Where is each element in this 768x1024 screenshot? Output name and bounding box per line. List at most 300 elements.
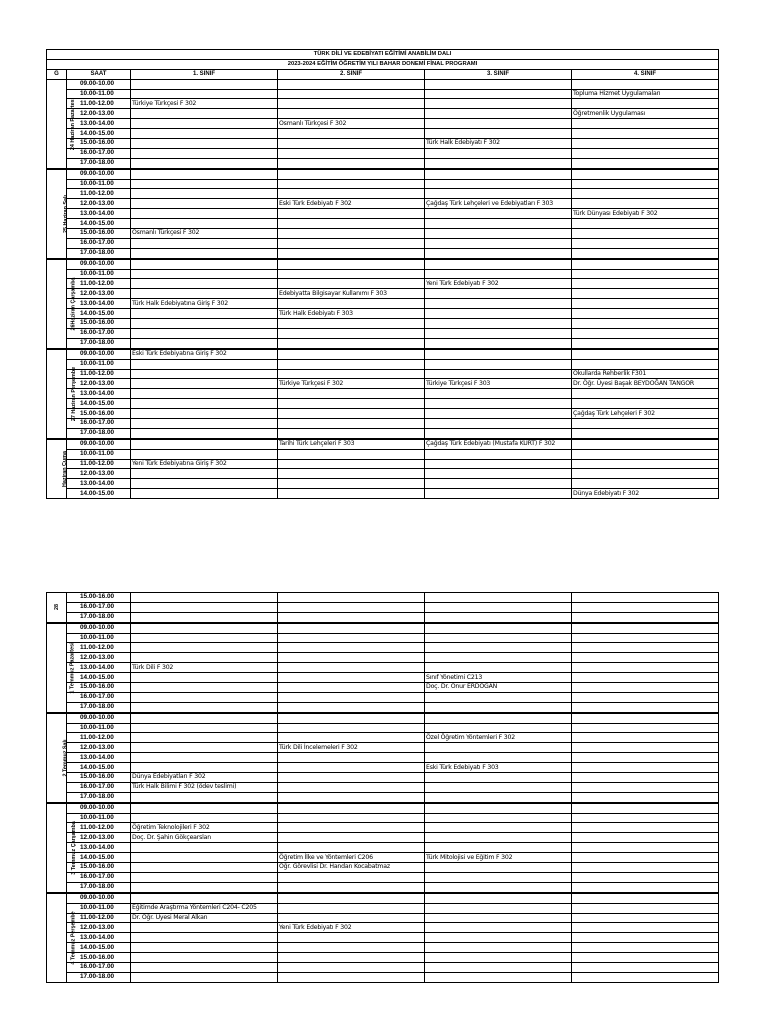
class-2-exam-cell xyxy=(278,623,425,633)
class-2-exam-cell xyxy=(278,328,425,338)
class-1-exam-cell xyxy=(131,673,278,683)
class-4-exam-cell xyxy=(572,139,719,149)
schedule-row xyxy=(47,409,719,419)
class-3-exam-cell: Özel Öğretim Yöntemleri F 302 xyxy=(425,733,572,743)
class-1-exam-cell xyxy=(131,238,278,248)
class-1-exam-cell xyxy=(131,129,278,139)
time-slot: 14.00-15.00 xyxy=(67,219,131,229)
time-slot: 16.00-17.00 xyxy=(67,872,131,882)
class-1-exam-cell xyxy=(131,489,278,499)
class-4-exam-cell xyxy=(572,792,719,802)
time-slot: 12.00-13.00 xyxy=(67,109,131,119)
class-1-exam-cell xyxy=(131,369,278,379)
class-3-exam-cell xyxy=(425,359,572,369)
class-4-exam-cell xyxy=(572,469,719,479)
time-slot: 10.00-11.00 xyxy=(67,903,131,913)
column-header-saat: SAAT xyxy=(67,69,131,79)
class-2-exam-cell xyxy=(278,803,425,813)
time-slot: 13.00-14.00 xyxy=(67,299,131,309)
class-2-exam-cell xyxy=(278,702,425,712)
class-3-exam-cell xyxy=(425,248,572,258)
class-1-exam-cell xyxy=(131,139,278,149)
time-slot: 14.00-15.00 xyxy=(67,309,131,319)
schedule-row xyxy=(47,763,719,773)
class-2-exam-cell xyxy=(278,933,425,943)
time-slot: 11.00-12.00 xyxy=(67,823,131,833)
class-4-exam-cell xyxy=(572,823,719,833)
class-3-exam-cell xyxy=(425,189,572,199)
class-2-exam-cell xyxy=(278,612,425,622)
class-3-exam-cell xyxy=(425,643,572,653)
class-2-exam-cell xyxy=(278,279,425,289)
time-slot: 10.00-11.00 xyxy=(67,723,131,733)
class-2-exam-cell: Edebiyatta Bilgisayar Kullanımı F 303 xyxy=(278,289,425,299)
class-1-exam-cell xyxy=(131,379,278,389)
class-3-exam-cell: Yeni Türk Edebiyatı F 302 xyxy=(425,279,572,289)
class-1-exam-cell xyxy=(131,199,278,209)
schedule-row xyxy=(47,289,719,299)
class-2-exam-cell xyxy=(278,409,425,419)
day-label: 26Haziran Çarşamba xyxy=(47,259,67,349)
schedule-row xyxy=(47,972,719,982)
day-label: 4 Temmuz Perşembe xyxy=(47,893,67,983)
class-2-exam-cell xyxy=(278,338,425,348)
class-3-exam-cell: Eski Türk Edebiyatı F 303 xyxy=(425,763,572,773)
time-slot: 15.00-16.00 xyxy=(67,593,131,603)
time-slot: 16.00-17.00 xyxy=(67,238,131,248)
time-slot: 16.00-17.00 xyxy=(67,328,131,338)
class-4-exam-cell: Topluma Hizmet Uygulamaları xyxy=(572,89,719,99)
class-4-exam-cell xyxy=(572,733,719,743)
class-4-exam-cell xyxy=(572,813,719,823)
class-3-exam-cell xyxy=(425,489,572,499)
class-3-exam-cell xyxy=(425,893,572,903)
class-2-exam-cell xyxy=(278,469,425,479)
schedule-row xyxy=(47,179,719,189)
class-3-exam-cell xyxy=(425,692,572,702)
class-1-exam-cell xyxy=(131,803,278,813)
class-2-exam-cell xyxy=(278,479,425,489)
schedule-row xyxy=(47,389,719,399)
time-slot: 17.00-18.00 xyxy=(67,612,131,622)
time-slot: 12.00-13.00 xyxy=(67,289,131,299)
class-1-exam-cell xyxy=(131,428,278,438)
time-slot: 12.00-13.00 xyxy=(67,653,131,663)
class-1-exam-cell: Dr. Öğr. Üyesi Meral Alkan xyxy=(131,913,278,923)
class-3-exam-cell xyxy=(425,602,572,612)
class-4-exam-cell xyxy=(572,903,719,913)
time-slot: 09.00-10.00 xyxy=(67,713,131,723)
class-2-exam-cell xyxy=(278,882,425,892)
schedule-row xyxy=(47,683,719,693)
class-2-exam-cell xyxy=(278,823,425,833)
class-3-exam-cell xyxy=(425,653,572,663)
class-2-exam-cell xyxy=(278,673,425,683)
time-slot: 14.00-15.00 xyxy=(67,129,131,139)
time-slot: 11.00-12.00 xyxy=(67,913,131,923)
class-1-exam-cell xyxy=(131,882,278,892)
class-1-exam-cell xyxy=(131,813,278,823)
schedule-row xyxy=(47,319,719,329)
time-slot: 15.00-16.00 xyxy=(67,863,131,873)
class-3-exam-cell xyxy=(425,813,572,823)
class-1-exam-cell xyxy=(131,933,278,943)
time-slot: 15.00-16.00 xyxy=(67,319,131,329)
day-label: 2 Temmuz Salı xyxy=(47,713,67,803)
class-3-exam-cell xyxy=(425,99,572,109)
schedule-title: TÜRK DİLİ VE EDEBİYATI EĞİTİMİ ANABİLİM DALI xyxy=(47,50,719,60)
class-3-exam-cell xyxy=(425,702,572,712)
class-2-exam-cell xyxy=(278,109,425,119)
class-3-exam-cell xyxy=(425,623,572,633)
class-2-exam-cell xyxy=(278,943,425,953)
time-slot: 17.00-18.00 xyxy=(67,882,131,892)
time-slot: 09.00-10.00 xyxy=(67,349,131,359)
class-3-exam-cell xyxy=(425,79,572,89)
class-1-exam-cell xyxy=(131,338,278,348)
schedule-row xyxy=(47,189,719,199)
schedule-row xyxy=(47,209,719,219)
class-4-exam-cell xyxy=(572,179,719,189)
class-4-exam-cell xyxy=(572,953,719,963)
day-label: 28 xyxy=(47,593,67,623)
class-3-exam-cell xyxy=(425,259,572,269)
schedule-row xyxy=(47,479,719,489)
time-slot: 15.00-16.00 xyxy=(67,773,131,783)
class-2-exam-cell xyxy=(278,643,425,653)
time-slot: 14.00-15.00 xyxy=(67,943,131,953)
class-4-exam-cell xyxy=(572,803,719,813)
class-3-exam-cell: Türkiye Türkçesi F 303 xyxy=(425,379,572,389)
class-4-exam-cell xyxy=(572,753,719,763)
time-slot: 17.00-18.00 xyxy=(67,158,131,168)
class-3-exam-cell xyxy=(425,823,572,833)
class-3-exam-cell xyxy=(425,449,572,459)
class-1-exam-cell xyxy=(131,643,278,653)
class-3-exam-cell xyxy=(425,349,572,359)
time-slot: 17.00-18.00 xyxy=(67,248,131,258)
class-3-exam-cell: Türk Halk Edebiyatı F 302 xyxy=(425,139,572,149)
time-slot: 16.00-17.00 xyxy=(67,962,131,972)
time-slot: 10.00-11.00 xyxy=(67,813,131,823)
class-4-exam-cell xyxy=(572,683,719,693)
class-4-exam-cell xyxy=(572,349,719,359)
schedule-row xyxy=(47,169,719,179)
class-4-exam-cell xyxy=(572,972,719,982)
schedule-row xyxy=(47,893,719,903)
class-1-exam-cell: Türk Halk Bilimi F 302 (ödev teslimi) xyxy=(131,782,278,792)
schedule-row xyxy=(47,338,719,348)
class-4-exam-cell xyxy=(572,289,719,299)
class-3-exam-cell xyxy=(425,903,572,913)
class-4-exam-cell: Dünya Edebiyatı F 302 xyxy=(572,489,719,499)
class-2-exam-cell xyxy=(278,299,425,309)
class-3-exam-cell xyxy=(425,723,572,733)
time-slot: 11.00-12.00 xyxy=(67,733,131,743)
time-slot: 11.00-12.00 xyxy=(67,279,131,289)
schedule-row xyxy=(47,882,719,892)
class-1-exam-cell xyxy=(131,109,278,119)
class-2-exam-cell xyxy=(278,903,425,913)
class-4-exam-cell xyxy=(572,238,719,248)
class-4-exam-cell xyxy=(572,833,719,843)
class-1-exam-cell xyxy=(131,723,278,733)
exam-schedule-table-page2 xyxy=(46,592,719,983)
time-slot: 16.00-17.00 xyxy=(67,148,131,158)
class-2-exam-cell: Türk Halk Edebiyatı F 303 xyxy=(278,309,425,319)
class-1-exam-cell xyxy=(131,158,278,168)
schedule-row xyxy=(47,99,719,109)
time-slot: 12.00-13.00 xyxy=(67,379,131,389)
time-slot: 09.00-10.00 xyxy=(67,79,131,89)
time-slot: 13.00-14.00 xyxy=(67,933,131,943)
class-1-exam-cell xyxy=(131,653,278,663)
class-3-exam-cell xyxy=(425,743,572,753)
schedule-row xyxy=(47,702,719,712)
schedule-row xyxy=(47,623,719,633)
class-1-exam-cell xyxy=(131,623,278,633)
class-4-exam-cell xyxy=(572,843,719,853)
time-slot: 13.00-14.00 xyxy=(67,389,131,399)
class-3-exam-cell: Sınıf Yönetimi C213 xyxy=(425,673,572,683)
class-4-exam-cell xyxy=(572,913,719,923)
class-2-exam-cell xyxy=(278,843,425,853)
column-header-class-4: 4. SINIF xyxy=(572,69,719,79)
class-2-exam-cell xyxy=(278,893,425,903)
class-1-exam-cell xyxy=(131,792,278,802)
schedule-row xyxy=(47,833,719,843)
class-3-exam-cell xyxy=(425,612,572,622)
class-4-exam-cell xyxy=(572,248,719,258)
schedule-subtitle: 2023-2024 EĞİTİM ÖĞRETİM YILI BAHAR DONEMİ FİNAL PROGRAMI xyxy=(47,59,719,69)
class-3-exam-cell xyxy=(425,309,572,319)
time-slot: 11.00-12.00 xyxy=(67,99,131,109)
class-1-exam-cell xyxy=(131,702,278,712)
time-slot: 14.00-15.00 xyxy=(67,399,131,409)
schedule-row xyxy=(47,309,719,319)
class-2-exam-cell xyxy=(278,833,425,843)
time-slot: 13.00-14.00 xyxy=(67,753,131,763)
schedule-row xyxy=(47,439,719,449)
time-slot: 13.00-14.00 xyxy=(67,119,131,129)
class-4-exam-cell xyxy=(572,882,719,892)
class-4-exam-cell xyxy=(572,389,719,399)
class-1-exam-cell xyxy=(131,269,278,279)
class-2-exam-cell xyxy=(278,418,425,428)
schedule-row xyxy=(47,248,719,258)
schedule-row xyxy=(47,823,719,833)
schedule-row xyxy=(47,663,719,673)
class-3-exam-cell xyxy=(425,972,572,982)
class-1-exam-cell xyxy=(131,479,278,489)
class-3-exam-cell xyxy=(425,158,572,168)
schedule-row xyxy=(47,129,719,139)
class-4-exam-cell xyxy=(572,943,719,953)
class-3-exam-cell xyxy=(425,389,572,399)
class-2-exam-cell: Öğretim İlke ve Yöntemleri C206 xyxy=(278,853,425,863)
time-slot: 13.00-14.00 xyxy=(67,843,131,853)
class-3-exam-cell xyxy=(425,179,572,189)
class-1-exam-cell xyxy=(131,359,278,369)
class-1-exam-cell xyxy=(131,713,278,723)
class-4-exam-cell xyxy=(572,79,719,89)
column-header-class-2: 2. SINIF xyxy=(278,69,425,79)
time-slot: 09.00-10.00 xyxy=(67,169,131,179)
time-slot: 10.00-11.00 xyxy=(67,359,131,369)
column-header-g: G xyxy=(47,69,67,79)
class-3-exam-cell xyxy=(425,428,572,438)
class-3-exam-cell xyxy=(425,803,572,813)
class-4-exam-cell xyxy=(572,459,719,469)
schedule-row xyxy=(47,349,719,359)
class-3-exam-cell xyxy=(425,328,572,338)
class-1-exam-cell xyxy=(131,289,278,299)
schedule-row xyxy=(47,428,719,438)
class-3-exam-cell xyxy=(425,953,572,963)
class-4-exam-cell xyxy=(572,479,719,489)
schedule-row xyxy=(47,863,719,873)
time-slot: 12.00-13.00 xyxy=(67,743,131,753)
schedule-row xyxy=(47,612,719,622)
class-1-exam-cell xyxy=(131,189,278,199)
class-1-exam-cell xyxy=(131,853,278,863)
class-4-exam-cell xyxy=(572,399,719,409)
class-1-exam-cell xyxy=(131,923,278,933)
class-4-exam-cell xyxy=(572,593,719,603)
day-label: 25 Haziran Salı xyxy=(47,169,67,259)
class-3-exam-cell xyxy=(425,913,572,923)
time-slot: 14.00-15.00 xyxy=(67,489,131,499)
class-3-exam-cell xyxy=(425,418,572,428)
class-2-exam-cell xyxy=(278,259,425,269)
schedule-row xyxy=(47,148,719,158)
class-4-exam-cell xyxy=(572,219,719,229)
class-1-exam-cell xyxy=(131,418,278,428)
class-3-exam-cell xyxy=(425,319,572,329)
time-slot: 14.00-15.00 xyxy=(67,673,131,683)
class-2-exam-cell xyxy=(278,872,425,882)
time-slot: 14.00-15.00 xyxy=(67,763,131,773)
schedule-row xyxy=(47,269,719,279)
time-slot: 16.00-17.00 xyxy=(67,602,131,612)
schedule-row xyxy=(47,903,719,913)
class-3-exam-cell xyxy=(425,148,572,158)
class-4-exam-cell xyxy=(572,763,719,773)
schedule-row xyxy=(47,89,719,99)
class-1-exam-cell xyxy=(131,753,278,763)
time-slot: 10.00-11.00 xyxy=(67,179,131,189)
time-slot: 16.00-17.00 xyxy=(67,782,131,792)
class-3-exam-cell xyxy=(425,369,572,379)
schedule-row xyxy=(47,733,719,743)
class-2-exam-cell xyxy=(278,449,425,459)
class-2-exam-cell: Öğr. Görevlisi Dr. Handan Kocabatmaz xyxy=(278,863,425,873)
class-4-exam-cell xyxy=(572,863,719,873)
class-1-exam-cell: Türk Dili F 302 xyxy=(131,663,278,673)
schedule-row xyxy=(47,633,719,643)
class-2-exam-cell xyxy=(278,602,425,612)
time-slot: 15.00-16.00 xyxy=(67,953,131,963)
time-slot: 10.00-11.00 xyxy=(67,89,131,99)
class-2-exam-cell xyxy=(278,813,425,823)
schedule-row xyxy=(47,328,719,338)
time-slot: 12.00-13.00 xyxy=(67,199,131,209)
class-4-exam-cell: Dr. Öğr. Üyesi Başak BEYDOĞAN TANGOR xyxy=(572,379,719,389)
class-1-exam-cell xyxy=(131,972,278,982)
class-1-exam-cell xyxy=(131,612,278,622)
day-label: 1 Temmuz Pazartesi xyxy=(47,623,67,713)
schedule-row xyxy=(47,872,719,882)
schedule-row xyxy=(47,238,719,248)
class-4-exam-cell xyxy=(572,663,719,673)
class-3-exam-cell xyxy=(425,229,572,239)
class-1-exam-cell: Eski Türk Edebiyatına Giriş F 302 xyxy=(131,349,278,359)
class-2-exam-cell: Türkiye Türkçesi F 302 xyxy=(278,379,425,389)
class-2-exam-cell xyxy=(278,723,425,733)
time-slot: 16.00-17.00 xyxy=(67,692,131,702)
class-2-exam-cell xyxy=(278,389,425,399)
class-4-exam-cell xyxy=(572,933,719,943)
schedule-row xyxy=(47,923,719,933)
class-4-exam-cell xyxy=(572,169,719,179)
time-slot: 09.00-10.00 xyxy=(67,893,131,903)
class-2-exam-cell xyxy=(278,359,425,369)
class-4-exam-cell xyxy=(572,199,719,209)
schedule-row xyxy=(47,109,719,119)
schedule-row xyxy=(47,379,719,389)
class-4-exam-cell xyxy=(572,119,719,129)
class-2-exam-cell xyxy=(278,763,425,773)
schedule-row xyxy=(47,459,719,469)
class-3-exam-cell xyxy=(425,633,572,643)
schedule-row xyxy=(47,229,719,239)
class-3-exam-cell: Türk Mitolojisi ve Eğitim F 302 xyxy=(425,853,572,863)
schedule-row xyxy=(47,399,719,409)
class-4-exam-cell xyxy=(572,853,719,863)
class-4-exam-cell xyxy=(572,612,719,622)
schedule-row xyxy=(47,79,719,89)
class-3-exam-cell xyxy=(425,409,572,419)
class-2-exam-cell xyxy=(278,99,425,109)
class-3-exam-cell xyxy=(425,593,572,603)
schedule-row xyxy=(47,843,719,853)
class-2-exam-cell xyxy=(278,633,425,643)
time-slot: 15.00-16.00 xyxy=(67,229,131,239)
class-2-exam-cell xyxy=(278,428,425,438)
column-header-row xyxy=(47,69,719,79)
class-3-exam-cell xyxy=(425,89,572,99)
time-slot: 11.00-12.00 xyxy=(67,369,131,379)
class-4-exam-cell xyxy=(572,673,719,683)
class-3-exam-cell xyxy=(425,399,572,409)
class-2-exam-cell: Yeni Türk Edebiyatı F 302 xyxy=(278,923,425,933)
time-slot: 13.00-14.00 xyxy=(67,209,131,219)
class-3-exam-cell xyxy=(425,872,572,882)
class-4-exam-cell xyxy=(572,923,719,933)
schedule-row xyxy=(47,913,719,923)
class-3-exam-cell xyxy=(425,792,572,802)
class-3-exam-cell xyxy=(425,459,572,469)
class-4-exam-cell xyxy=(572,872,719,882)
schedule-row xyxy=(47,792,719,802)
class-3-exam-cell xyxy=(425,962,572,972)
class-4-exam-cell xyxy=(572,269,719,279)
class-1-exam-cell: Dünya Edebiyatları F 302 xyxy=(131,773,278,783)
class-2-exam-cell xyxy=(278,158,425,168)
class-3-exam-cell xyxy=(425,882,572,892)
class-4-exam-cell xyxy=(572,418,719,428)
class-1-exam-cell xyxy=(131,389,278,399)
